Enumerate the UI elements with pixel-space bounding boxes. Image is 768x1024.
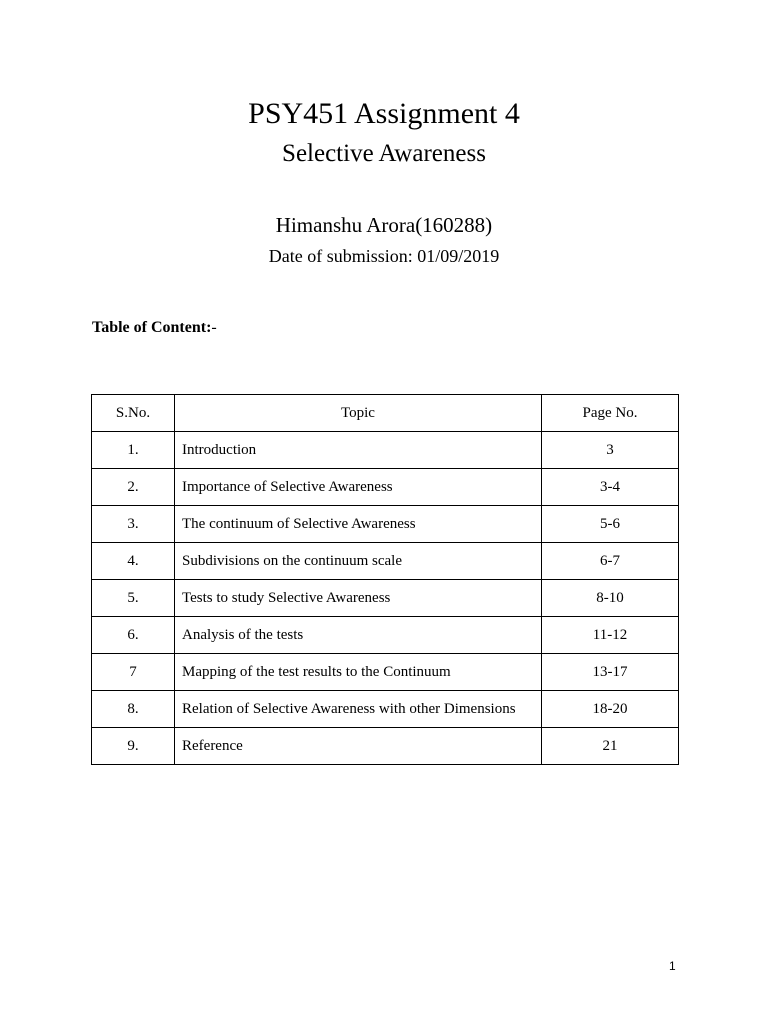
row-page: 3-4 <box>542 469 679 506</box>
table-row <box>92 580 679 617</box>
row-sno: 6. <box>92 617 175 654</box>
table-row <box>92 469 679 506</box>
toc-header-row <box>92 395 679 432</box>
row-topic: Introduction <box>175 432 542 469</box>
row-sno: 9. <box>92 728 175 765</box>
row-sno: 8. <box>92 691 175 728</box>
table-row <box>92 506 679 543</box>
author-name: Himanshu Arora(160288) <box>275 213 493 237</box>
table-row <box>92 543 679 580</box>
submission-date: Date of submission: 01/09/2019 <box>268 246 500 266</box>
row-page: 21 <box>542 728 679 765</box>
toc-heading-suffix: - <box>211 319 217 336</box>
row-page: 6-7 <box>542 543 679 580</box>
row-sno: 2. <box>92 469 175 506</box>
header-page: Page No. <box>542 395 679 432</box>
toc-heading-label: Table of Content: <box>92 319 212 336</box>
row-sno: 1. <box>92 432 175 469</box>
header-sno: S.No. <box>92 395 175 432</box>
row-topic: Analysis of the tests <box>175 617 542 654</box>
row-sno: 5. <box>92 580 175 617</box>
row-topic: Tests to study Selective Awareness <box>175 580 542 617</box>
toc-table <box>91 394 679 765</box>
row-page: 8-10 <box>542 580 679 617</box>
row-page: 5-6 <box>542 506 679 543</box>
table-row <box>92 432 679 469</box>
table-row <box>92 654 679 691</box>
table-row <box>92 691 679 728</box>
document-subtitle: Selective Awareness <box>282 140 486 167</box>
row-page: 3 <box>542 432 679 469</box>
row-page: 11-12 <box>542 617 679 654</box>
row-topic: Importance of Selective Awareness <box>175 469 542 506</box>
table-row <box>92 728 679 765</box>
row-sno: 7 <box>92 654 175 691</box>
header-topic: Topic <box>175 395 542 432</box>
document-title: PSY451 Assignment 4 <box>248 97 520 130</box>
row-topic: Relation of Selective Awareness with other Dimensions <box>175 691 542 728</box>
row-sno: 4. <box>92 543 175 580</box>
row-topic: The continuum of Selective Awareness <box>175 506 542 543</box>
row-page: 13-17 <box>542 654 679 691</box>
row-page: 18-20 <box>542 691 679 728</box>
row-sno: 3. <box>92 506 175 543</box>
page-number: 1 <box>669 959 676 973</box>
row-topic: Mapping of the test results to the Continuum <box>175 654 542 691</box>
toc-heading <box>92 318 217 338</box>
row-topic: Reference <box>175 728 542 765</box>
table-row <box>92 617 679 654</box>
row-topic: Subdivisions on the continuum scale <box>175 543 542 580</box>
